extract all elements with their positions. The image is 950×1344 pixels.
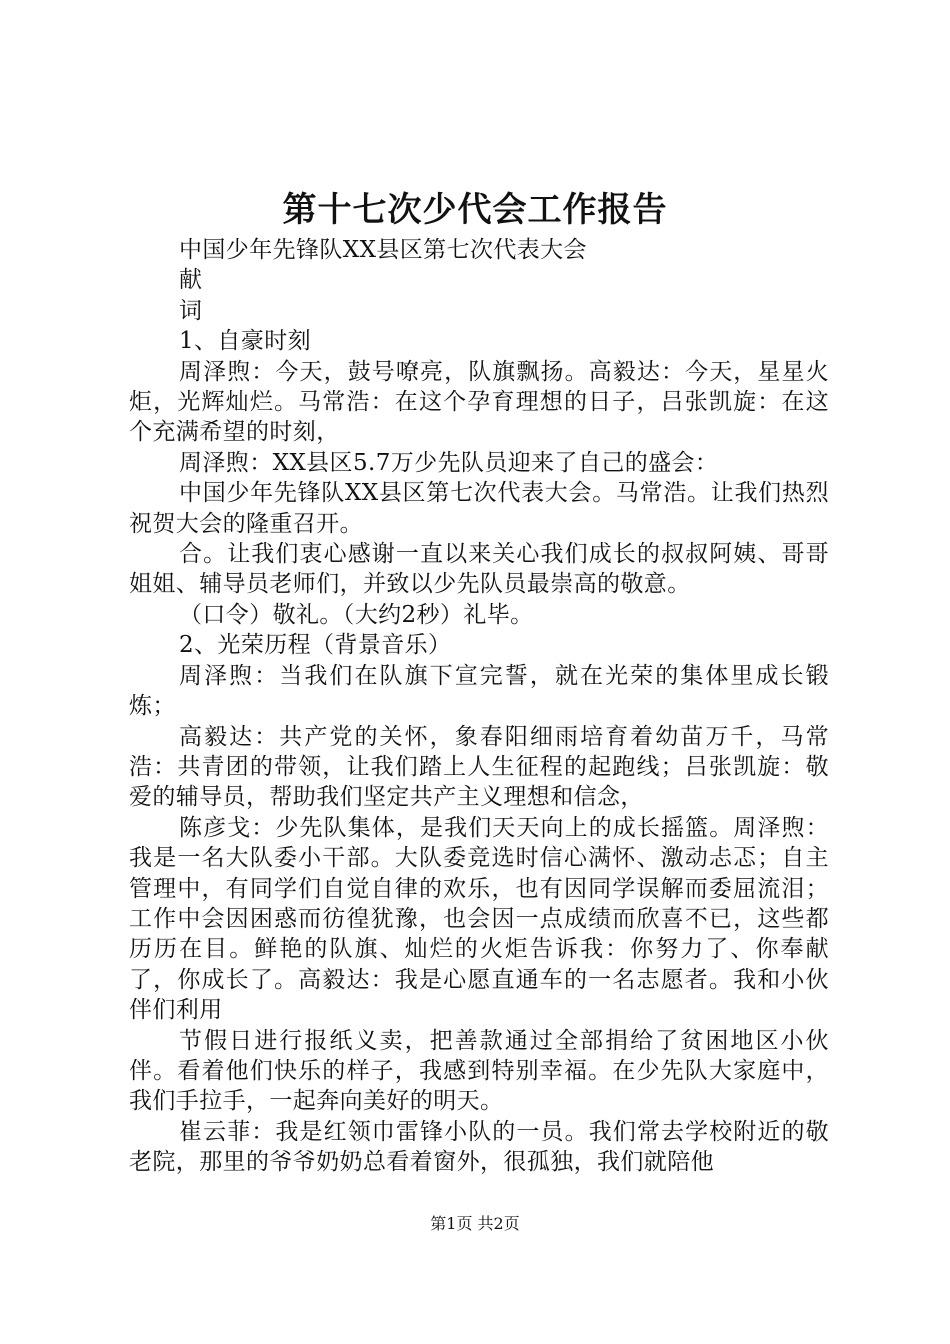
paragraph: 中国少年先锋队XX县区第七次代表大会	[179, 237, 587, 263]
document-title: 第十七次少代会工作报告	[282, 190, 668, 230]
paragraph: 周泽煦：XX县区5.7万少先队员迎来了自己的盛会：	[179, 449, 719, 476]
page-footer: 第1页 共2页	[430, 1214, 520, 1233]
document-body	[129, 235, 829, 1178]
paragraph: 合。让我们衷心感谢一直以来关心我们成长的叔叔阿姨、哥哥姐姐、辅导员老师们，并致以少先队员最崇高的敬意。	[129, 541, 829, 598]
paragraph: 中国少年先锋队XX县区第七次代表大会。马常浩。让我们热烈祝贺大会的隆重召开。	[129, 480, 829, 537]
paragraph: 词	[179, 297, 203, 324]
paragraph: 崔云菲：我是红领巾雷锋小队的一员。我们常去学校附近的敬老院，那里的爷爷奶奶总看着窗外，很孤独，我们就陪他	[129, 1118, 829, 1176]
section-heading: 2、光荣历程（背景音乐）	[179, 632, 452, 659]
paragraph: 陈彦戈：少先队集体，是我们天天向上的成长摇篮。周泽煦：我是一名大队委小干部。大队委竞选时信心满怀、激动忐忑；自主管理中，有同学们自觉自律的欢乐，也有因同学误解而委屈流泪；工作中会因困惑而彷徨犹豫，也会因一点成绩而欣喜不已，这些都历历在目。鲜艳的队旗、灿烂的火炬告诉我：你努力了、你奉献了，你成长了。高毅达：我是心愿直通车的一名志愿者。我和小伙伴们利用	[129, 814, 829, 1024]
section-heading: 1、自豪时刻	[179, 328, 312, 355]
paragraph: 节假日进行报纸义卖，把善款通过全部捐给了贫困地区小伙伴。看着他们快乐的样子，我感到特别幸福。在少先队大家庭中，我们手拉手，一起奔向美好的明天。	[129, 1027, 829, 1115]
paragraph: 周泽煦：当我们在队旗下宣完誓，就在光荣的集体里成长锻炼；	[129, 662, 829, 720]
paragraph: 高毅达：共产党的关怀，象春阳细雨培育着幼苗万千，马常浩：共青团的带领，让我们踏上人生征程的起跑线；吕张凯旋：敬爱的辅导员，帮助我们坚定共产主义理想和信念，	[129, 723, 829, 811]
paragraph: 献	[179, 267, 203, 294]
paragraph: （口令）敬礼。（大约2秒）礼毕。	[179, 601, 534, 628]
paragraph: 周泽煦：今天，鼓号嘹亮，队旗飘扬。高毅达：今天，星星火炬，光辉灿烂。马常浩：在这个孕育理想的日子，吕张凯旋：在这个充满希望的时刻，	[129, 358, 829, 446]
